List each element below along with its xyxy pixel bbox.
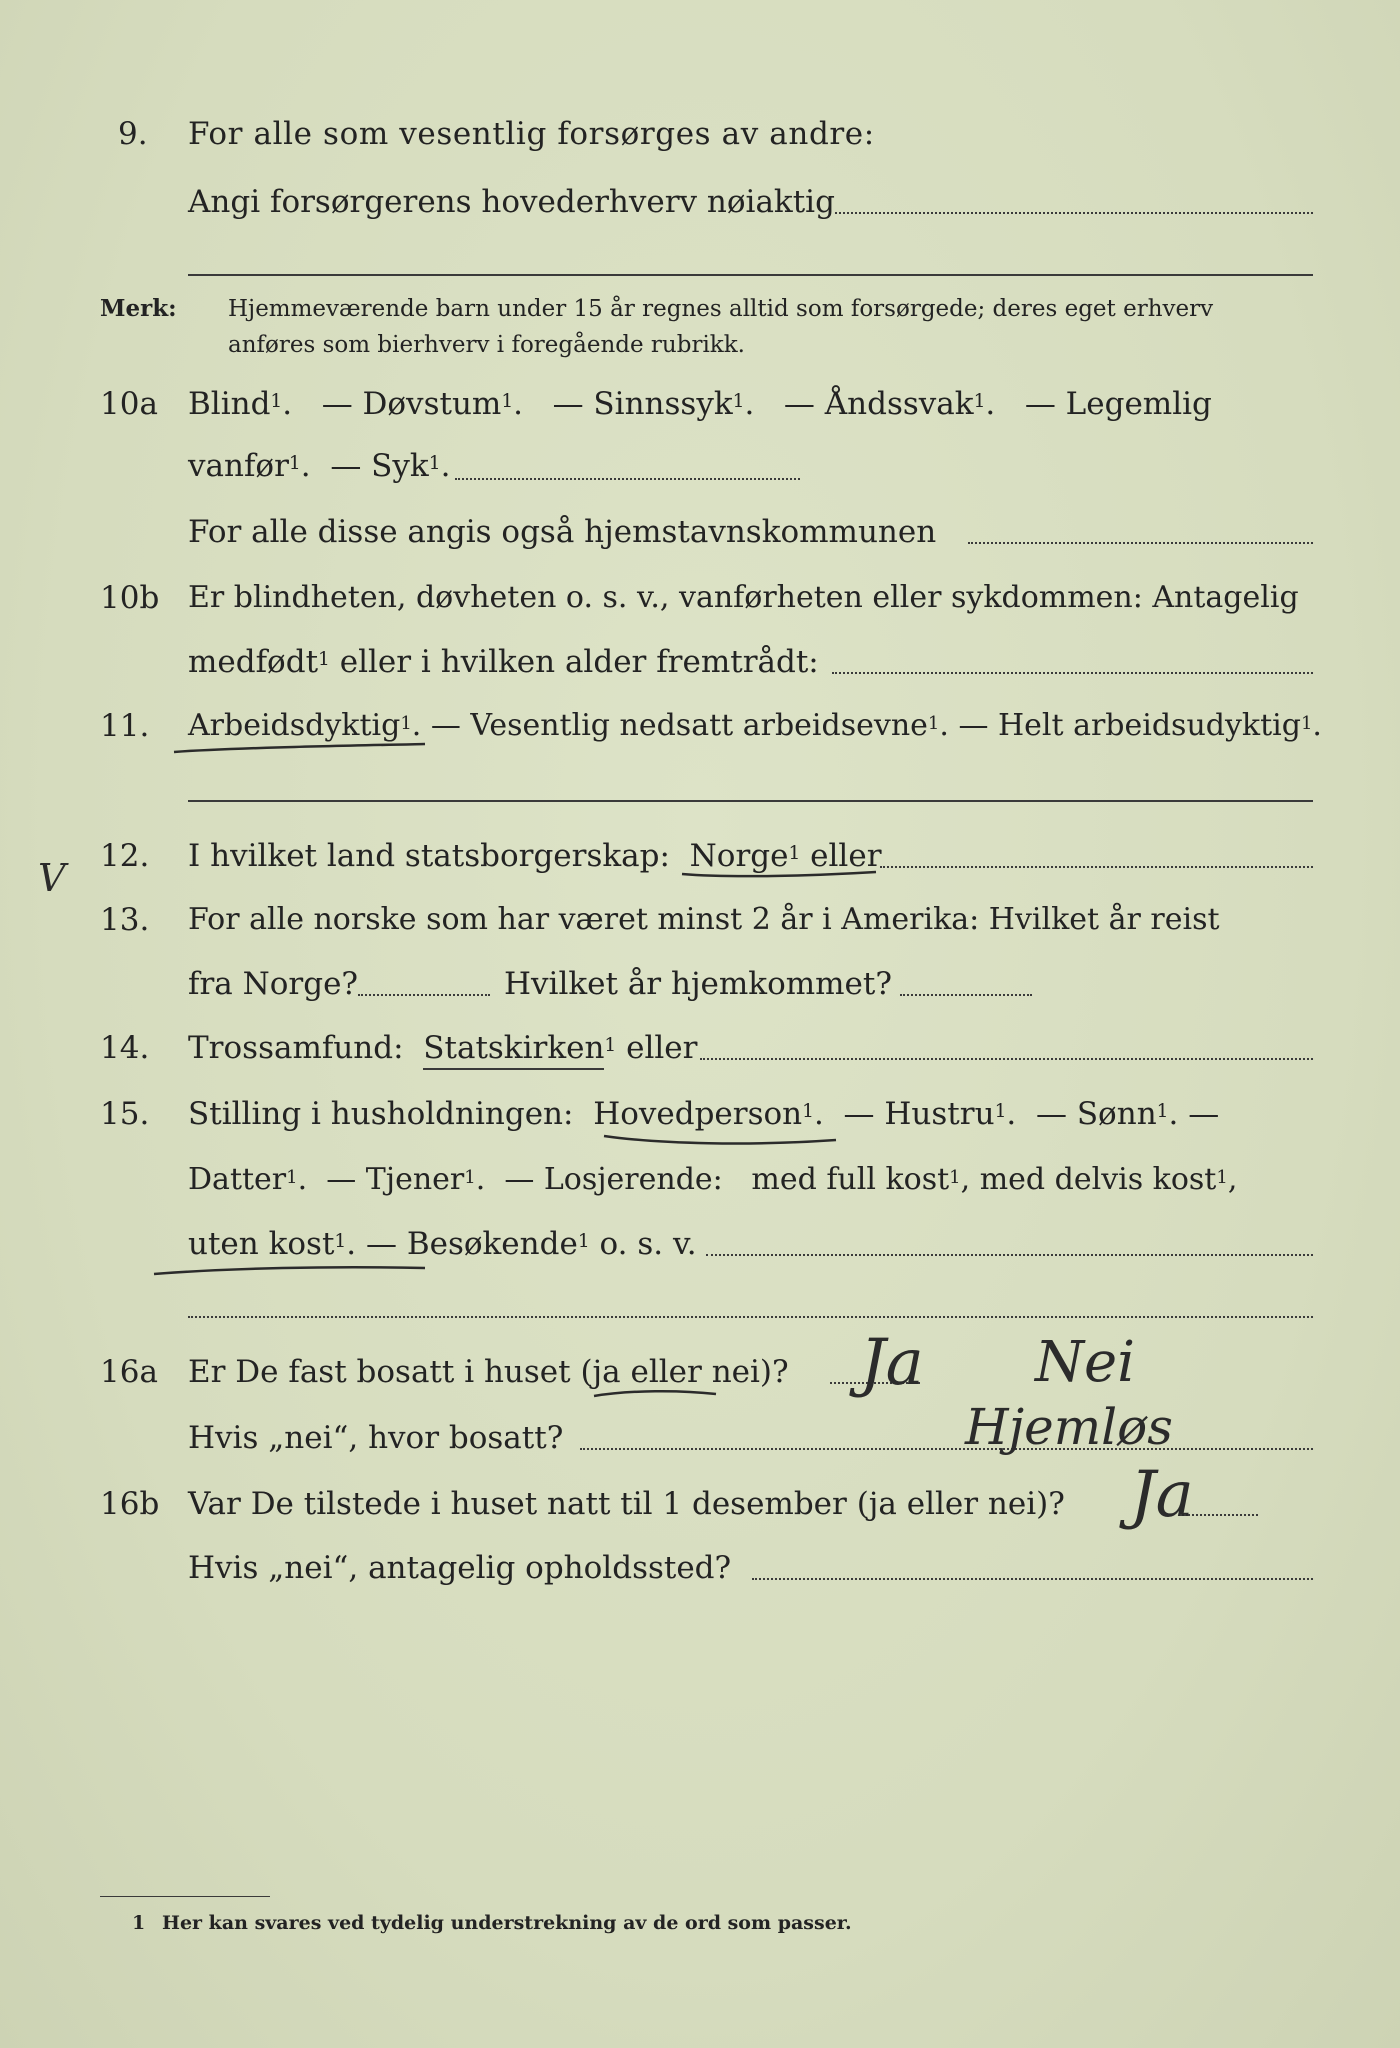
q12-number: 12. — [100, 838, 150, 874]
merk-label: Merk: — [100, 295, 177, 322]
q11-arbeidsdyktig: Arbeidsdyktig — [188, 708, 401, 743]
q10a-line3: For alle disse angis også hjemstavnskommunen — [188, 514, 937, 550]
q10a-syk: — Syk — [330, 448, 429, 484]
q16b-opholdssted-dots — [752, 1578, 1313, 1580]
q15-besokende: — Besøkende — [365, 1226, 578, 1262]
q12-eller: eller — [810, 838, 882, 874]
q10a-andssvak: — Åndssvak — [783, 386, 974, 422]
q10a-number: 10a — [100, 386, 158, 422]
q10b-number: 10b — [100, 580, 160, 616]
q11-udyktig: — Helt arbeidsudyktig — [958, 708, 1301, 743]
q16a-answer-nei: Nei — [1035, 1330, 1136, 1395]
q14-line: Trossamfund: Statskirken$^1$ eller — [188, 1028, 697, 1068]
q16b-text: Var De tilstede i huset natt til 1 desember (ja eller nei)? — [188, 1486, 1065, 1522]
q10a-line1: Blind$^1$. — Døvstum$^1$. — Sinnssyk$^1$. — Åndssvak$^1$. — Legemlig — [188, 386, 1212, 422]
q15-hovedperson: Hovedperson — [593, 1096, 803, 1132]
q10b-alder-dots — [832, 672, 1313, 674]
q10a-legemlig: — Legemlig — [1024, 386, 1212, 422]
merk-line1: Hjemmeværende barn under 15 år regnes alltid som forsørgede; deres eget erhverv — [228, 296, 1214, 322]
q9-number: 9. — [118, 116, 148, 152]
q15-line3: uten kost$^1$. — Besøkende$^1$ o. s. v. — [188, 1226, 697, 1262]
q16b-number: 16b — [100, 1486, 160, 1522]
q9-answer-line — [188, 274, 1313, 276]
q14-text: Trossamfund: — [188, 1030, 404, 1066]
q13-number: 13. — [100, 902, 150, 938]
q13-hjemkommet-dots — [900, 994, 1032, 996]
q15-handwritten-underline-2 — [150, 1260, 430, 1284]
q12-line: I hvilket land statsborgerskap: Norge$^1$ eller — [188, 838, 882, 874]
q16b-line2: Hvis „nei“, antagelig opholdssted? — [188, 1550, 732, 1586]
q10b-line2-rest: eller i hvilken alder fremtrådt: — [339, 644, 819, 680]
q9-answer-dots — [835, 212, 1313, 214]
merk-line2: anføres som bierhverv i foregående rubrikk. — [228, 332, 745, 358]
q15-utenkost: uten kost — [188, 1226, 335, 1262]
q15-number: 15. — [100, 1096, 150, 1132]
q15-losjerende: — Losjerende: — [504, 1162, 723, 1197]
q14-statskirken: Statskirken — [423, 1030, 604, 1070]
q15-stilling: Stilling i husholdningen: — [188, 1096, 574, 1132]
q9-line2: Angi forsørgerens hovederhverv nøiaktig — [188, 184, 835, 220]
q12-text: I hvilket land statsborgerskap: — [188, 838, 670, 874]
q12-handwritten-underline — [680, 864, 880, 884]
q16a-text: Er De fast bosatt i huset (ja eller nei)? — [188, 1354, 789, 1390]
q14-eller-dots — [700, 1058, 1313, 1060]
q10b-medfodt: medfødt — [188, 644, 319, 680]
q15-answer-dots — [188, 1316, 1313, 1318]
q9-line1: For alle som vesentlig forsørges av andre: — [188, 116, 875, 152]
q15-delviskost: , med delvis kost — [960, 1162, 1217, 1197]
q15-line2: Datter$^1$. — Tjener$^1$. — Losjerende: med full kost$^1$, med delvis kost$^1$, — [188, 1162, 1238, 1197]
q10b-line1: Er blindheten, døvheten o. s. v., vanførheten eller sykdommen: Antagelig — [188, 580, 1299, 615]
q15-line1: Stilling i husholdningen: Hovedperson$^1$. — Hustru$^1$. — Sønn$^1$. — — [188, 1096, 1220, 1132]
footnote-mark: 1 — [132, 1912, 146, 1934]
q10a-sinnssyk: — Sinnssyk — [552, 386, 733, 422]
q16a-bosatt-dots — [580, 1448, 1313, 1450]
q14-eller: eller — [626, 1030, 698, 1066]
q15-hustru: — Hustru — [843, 1096, 995, 1132]
q13-line2b: Hvilket år hjemkommet? — [504, 966, 892, 1002]
q10a-vanfor: vanfør — [188, 448, 289, 484]
q10a-line2: vanfør$^1$. — Syk$^1$. — [188, 448, 451, 484]
q15-tjener: — Tjener — [326, 1162, 465, 1197]
q10a-hjemstavn-dots — [968, 542, 1313, 544]
q15-handwritten-underline — [600, 1130, 840, 1154]
q11-answer-line — [188, 800, 1313, 802]
q11-handwritten-underline — [170, 738, 430, 758]
q16a-number: 16a — [100, 1354, 158, 1390]
q15-fullkost: med full kost — [751, 1162, 950, 1197]
footnote-text: Her kan svares ved tydelig understrekning av de ord som passer. — [162, 1912, 852, 1934]
q16b-answer-ja: Ja — [1130, 1458, 1194, 1532]
q13-line2a: fra Norge? — [188, 966, 359, 1002]
q10b-line2: medfødt$^1$ eller i hvilken alder fremtrådt: — [188, 644, 819, 680]
q16a-line2: Hvis „nei“, hvor bosatt? — [188, 1420, 564, 1456]
q15-datter: Datter — [188, 1162, 287, 1197]
q15-dash: . — — [1168, 1096, 1220, 1132]
q13-reist-dots — [358, 994, 490, 996]
q15-osv-dots — [706, 1254, 1313, 1256]
q10a-dovstum: — Døvstum — [321, 386, 502, 422]
q11-line: Arbeidsdyktig$^1$. — Vesentlig nedsatt arbeidsevne$^1$. — Helt arbeidsudyktig$^1$. — [188, 708, 1322, 743]
q11-number: 11. — [100, 708, 150, 744]
q16b-dots — [1180, 1514, 1258, 1516]
q10a-blind: Blind — [188, 386, 271, 422]
q16a-handwritten-underline — [590, 1386, 720, 1406]
q10a-syk-dots — [455, 478, 800, 480]
footnote-rule — [100, 1896, 270, 1897]
q12-eller-dots — [880, 866, 1313, 868]
q13-line1: For alle norske som har været minst 2 år i Amerika: Hvilket år reist — [188, 902, 1220, 937]
q14-number: 14. — [100, 1030, 150, 1066]
q15-sonn: — Sønn — [1035, 1096, 1157, 1132]
q12-checkmark: V — [38, 856, 66, 900]
q16a-answer-ja: Ja — [860, 1326, 924, 1400]
q12-norge: Norge — [689, 838, 789, 874]
q15-osv: o. s. v. — [599, 1226, 697, 1262]
q11-nedsatt: — Vesentlig nedsatt arbeidsevne — [430, 708, 928, 743]
q16a-answer-hjemlos: Hjemløs — [965, 1398, 1173, 1456]
